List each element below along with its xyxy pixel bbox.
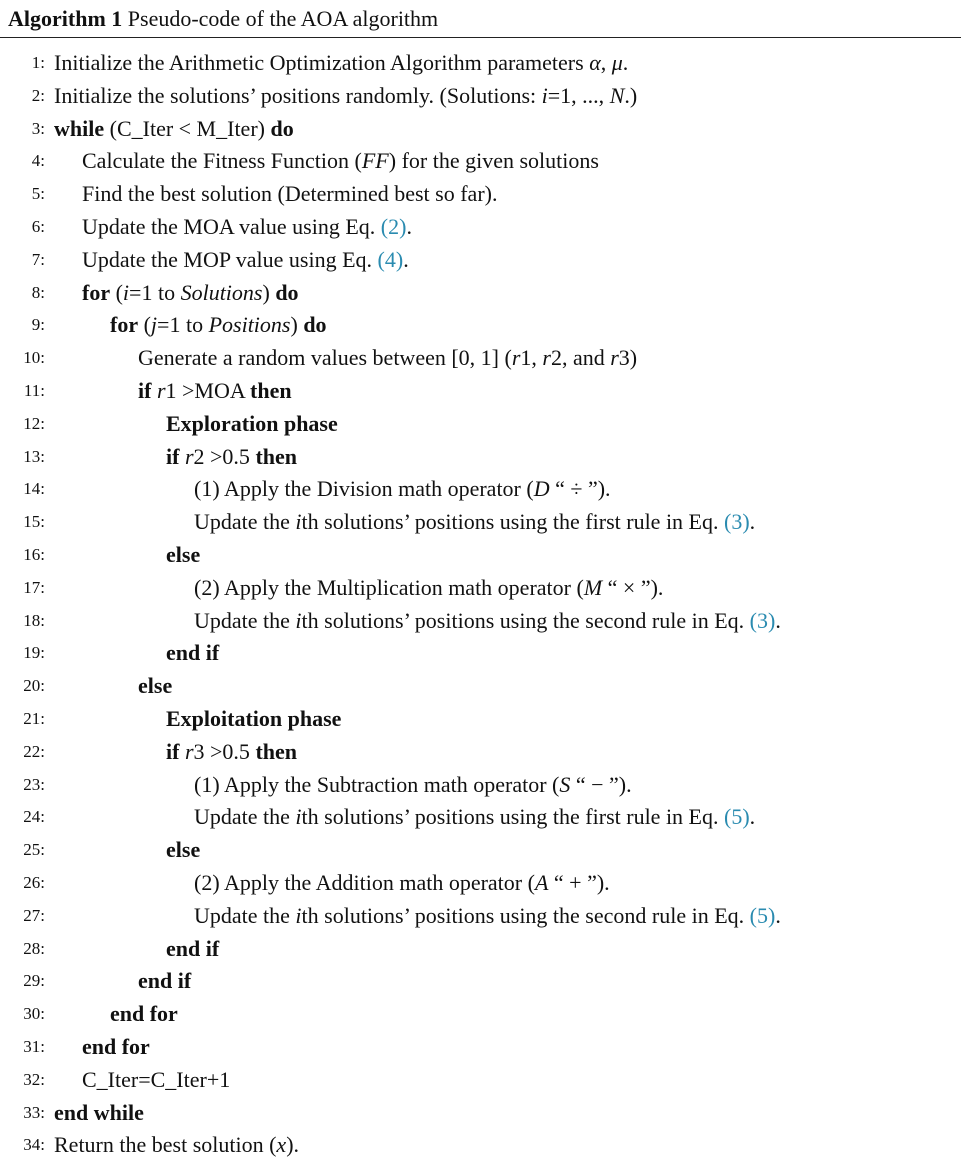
algorithm-line xyxy=(0,407,961,440)
text-segment: =1, ..., xyxy=(547,82,610,108)
line-text xyxy=(110,308,327,341)
text-segment: “ + ”). xyxy=(548,870,610,895)
algorithm-line xyxy=(0,932,961,965)
algorithm-line xyxy=(0,341,961,374)
algorithm-line xyxy=(0,177,961,210)
text-segment: . xyxy=(622,50,629,75)
math-symbol: M xyxy=(583,574,603,600)
text-segment: , xyxy=(600,50,612,75)
math-symbol: μ xyxy=(611,50,623,75)
algorithm-line xyxy=(0,964,961,997)
algorithm-line xyxy=(0,1096,961,1129)
math-symbol: A xyxy=(534,870,549,895)
algorithm-line xyxy=(0,538,961,571)
line-text xyxy=(82,1030,150,1063)
math-symbol: r xyxy=(511,345,521,371)
text-segment: . xyxy=(406,214,412,239)
text-segment: ( xyxy=(110,279,123,305)
line-text xyxy=(194,571,663,604)
keyword: if xyxy=(166,443,180,469)
line-text xyxy=(194,866,610,899)
keyword: do xyxy=(270,115,294,141)
text-segment: Calculate the Fitness Function ( xyxy=(82,148,362,174)
keyword: else xyxy=(166,542,201,567)
text-segment: . xyxy=(749,509,756,535)
algorithm-line xyxy=(0,571,961,604)
algorithm-line xyxy=(0,604,961,637)
algorithm-line xyxy=(0,1128,961,1161)
keyword: do xyxy=(303,312,327,338)
algorithm-line xyxy=(0,210,961,243)
text-segment: . xyxy=(749,804,756,830)
algorithm-line xyxy=(0,800,961,833)
line-number: 20: xyxy=(23,676,45,696)
math-symbol: r xyxy=(184,738,194,764)
text-segment: .) xyxy=(624,82,638,108)
keyword: end if xyxy=(166,640,220,666)
text-segment: (2) Apply the Multiplication math operator ( xyxy=(194,574,584,600)
math-symbol: r xyxy=(184,443,194,469)
line-text xyxy=(54,1128,299,1161)
math-symbol: i xyxy=(295,804,302,830)
line-number: 1: xyxy=(31,53,45,72)
line-number: 4: xyxy=(31,151,45,171)
keyword: Exploitation phase xyxy=(166,706,342,731)
line-number: 14: xyxy=(23,479,45,499)
line-number: 18: xyxy=(23,610,45,630)
line-text xyxy=(54,46,628,79)
text-segment: th solutions’ positions using the first rule in Eq. xyxy=(301,804,724,830)
keyword: end for xyxy=(110,1001,178,1027)
text-segment: 2, and xyxy=(550,345,611,371)
line-number: 2: xyxy=(31,85,45,105)
keyword: do xyxy=(275,279,299,305)
math-symbol: FF xyxy=(361,148,389,174)
keyword: end if xyxy=(166,935,220,961)
line-text xyxy=(194,768,632,801)
math-symbol: j xyxy=(150,312,158,338)
line-number: 23: xyxy=(23,774,45,794)
line-number: 32: xyxy=(23,1069,45,1089)
text-segment: ( xyxy=(138,312,151,338)
text-segment: Update the xyxy=(194,607,296,633)
line-number: 33: xyxy=(23,1102,45,1122)
math-symbol: r xyxy=(542,345,551,371)
equation-ref-link[interactable]: (4) xyxy=(377,246,404,272)
math-symbol: S xyxy=(559,771,571,797)
algorithm-line xyxy=(0,144,961,177)
line-text xyxy=(54,79,637,112)
math-symbol: r xyxy=(610,345,619,371)
algorithm-caption xyxy=(8,4,438,34)
text-segment: Update the xyxy=(194,804,296,830)
caption-rule xyxy=(0,37,961,38)
text-segment: Update the xyxy=(194,902,296,928)
line-number: 24: xyxy=(23,807,45,827)
keyword: if xyxy=(166,738,180,764)
text-segment: ) xyxy=(262,279,276,305)
algorithm-label: Algorithm 1 xyxy=(8,6,123,31)
keyword: if xyxy=(138,378,152,403)
math-symbol: i xyxy=(122,279,130,305)
text-segment: th solutions’ positions using the second rule in Eq. xyxy=(301,607,750,633)
line-text xyxy=(166,702,341,735)
math-symbol: i xyxy=(295,607,302,633)
line-text xyxy=(166,407,338,440)
line-text xyxy=(194,604,781,637)
line-number: 31: xyxy=(23,1037,45,1056)
text-segment: Initialize the solutions’ positions randomly. (Solutions: xyxy=(54,82,542,108)
algorithm-line xyxy=(0,866,961,899)
keyword: Exploration phase xyxy=(166,410,338,436)
line-text xyxy=(82,243,409,276)
line-number: 10: xyxy=(23,348,45,368)
line-number: 34: xyxy=(23,1135,45,1155)
text-segment: Update the MOP value using Eq. xyxy=(82,246,378,272)
line-text xyxy=(194,505,755,538)
text-segment: . xyxy=(775,902,781,928)
algorithm-line xyxy=(0,1063,961,1096)
line-number: 5: xyxy=(31,184,45,204)
text-segment: Find the best solution (Determined best so far). xyxy=(82,181,498,207)
keyword: end while xyxy=(54,1099,144,1125)
text-segment: (2) Apply the Addition math operator ( xyxy=(194,870,535,895)
algorithm-line xyxy=(0,1030,961,1063)
text-segment: “ − ”). xyxy=(570,771,632,797)
line-number: 19: xyxy=(23,643,45,663)
text-segment: ) for the given solutions xyxy=(388,148,599,174)
text-segment: Update the xyxy=(194,509,296,535)
line-number: 16: xyxy=(23,545,45,564)
text-segment: 1 >MOA xyxy=(165,378,251,403)
algorithm-line xyxy=(0,636,961,669)
algorithm-line xyxy=(0,669,961,702)
line-text xyxy=(194,472,611,505)
equation-ref-link[interactable]: (5) xyxy=(749,902,776,928)
line-text xyxy=(82,1063,230,1096)
line-text xyxy=(166,735,297,768)
line-number: 21: xyxy=(23,709,45,728)
text-segment: ). xyxy=(286,1132,300,1158)
line-number: 22: xyxy=(23,741,45,761)
equation-ref-link[interactable]: (3) xyxy=(749,607,776,633)
keyword: for xyxy=(82,279,111,305)
line-number: 13: xyxy=(23,446,45,466)
text-segment: Generate a random values between [0, 1] ( xyxy=(138,345,512,371)
algorithm-line xyxy=(0,440,961,473)
math-symbol: α xyxy=(589,50,601,75)
algorithm-line xyxy=(0,899,961,932)
math-symbol: N xyxy=(609,82,625,108)
math-symbol: x xyxy=(276,1132,287,1158)
text-segment: 2 >0.5 xyxy=(193,443,256,469)
line-text xyxy=(166,932,219,965)
keyword: then xyxy=(255,738,297,764)
keyword: while xyxy=(54,115,105,141)
line-text xyxy=(110,997,178,1030)
line-number: 26: xyxy=(23,873,45,892)
math-symbol: Solutions xyxy=(180,279,263,305)
text-segment: ) xyxy=(290,312,304,338)
line-number: 6: xyxy=(31,217,45,236)
line-number: 3: xyxy=(31,118,45,138)
math-symbol: Positions xyxy=(208,312,291,338)
keyword: else xyxy=(138,673,173,699)
line-text xyxy=(166,833,200,866)
text-segment: Update the MOA value using Eq. xyxy=(82,214,381,239)
line-number: 28: xyxy=(23,938,45,958)
line-text xyxy=(82,177,497,210)
line-text xyxy=(54,1096,144,1129)
line-number: 9: xyxy=(31,315,45,335)
line-text xyxy=(194,899,781,932)
text-segment: C_Iter=C_Iter+1 xyxy=(82,1066,231,1092)
algorithm-line xyxy=(0,833,961,866)
text-segment: . xyxy=(775,607,781,633)
text-segment: 1, xyxy=(520,345,543,371)
text-segment: “ × ”). xyxy=(602,574,664,600)
math-symbol: D xyxy=(533,476,550,502)
algorithm-line xyxy=(0,308,961,341)
text-segment: =1 to xyxy=(157,312,209,338)
keyword: then xyxy=(255,443,297,469)
line-number: 30: xyxy=(23,1004,45,1024)
algorithm-line xyxy=(0,46,961,79)
algorithm-line xyxy=(0,79,961,112)
line-text xyxy=(138,964,191,997)
equation-ref-link[interactable]: (5) xyxy=(724,804,750,830)
keyword: else xyxy=(166,837,201,863)
math-symbol: i xyxy=(295,509,302,535)
algorithm-line xyxy=(0,768,961,801)
text-segment: . xyxy=(403,246,409,272)
algorithm-line xyxy=(0,374,961,407)
text-segment: th solutions’ positions using the first rule in Eq. xyxy=(301,509,724,535)
equation-ref-link[interactable]: (3) xyxy=(724,509,750,535)
keyword: end if xyxy=(138,968,192,994)
line-number: 17: xyxy=(23,577,45,597)
algorithm-line xyxy=(0,505,961,538)
text-segment: Initialize the Arithmetic Optimization Algorithm parameters xyxy=(54,50,590,75)
line-number: 7: xyxy=(31,249,45,269)
line-text xyxy=(194,800,755,833)
keyword: for xyxy=(110,312,139,338)
algorithm-line xyxy=(0,702,961,735)
keyword: end for xyxy=(82,1034,150,1059)
line-number: 12: xyxy=(23,413,45,433)
text-segment: Return the best solution ( xyxy=(54,1132,277,1158)
line-text xyxy=(166,538,200,571)
text-segment: =1 to xyxy=(129,279,181,305)
equation-ref-link[interactable]: (2) xyxy=(380,214,407,239)
line-number: 25: xyxy=(23,840,45,860)
text-segment: “ ÷ ”). xyxy=(549,476,611,502)
line-text xyxy=(54,112,294,145)
math-symbol: i xyxy=(541,82,548,108)
line-text xyxy=(82,276,299,309)
algorithm-line xyxy=(0,112,961,145)
line-text xyxy=(138,374,292,407)
text-segment: (1) Apply the Subtraction math operator ( xyxy=(194,771,560,797)
math-symbol: i xyxy=(295,902,302,928)
algorithm-line xyxy=(0,472,961,505)
text-segment: 3) xyxy=(618,345,638,371)
text-segment: (1) Apply the Division math operator ( xyxy=(194,476,534,502)
algorithm-line xyxy=(0,243,961,276)
line-text xyxy=(166,636,219,669)
line-number: 15: xyxy=(23,512,45,532)
algorithm-line xyxy=(0,735,961,768)
line-text xyxy=(166,440,297,473)
text-segment: th solutions’ positions using the second rule in Eq. xyxy=(301,902,750,928)
algorithm-line xyxy=(0,997,961,1030)
line-text xyxy=(82,144,599,177)
line-number: 29: xyxy=(23,971,45,991)
line-number: 8: xyxy=(31,282,45,302)
text-segment: 3 >0.5 xyxy=(193,738,256,764)
math-symbol: r xyxy=(156,378,166,403)
line-number: 11: xyxy=(23,381,45,400)
algorithm-title: Pseudo-code of the AOA algorithm xyxy=(127,6,439,31)
line-text xyxy=(138,669,172,702)
line-number: 27: xyxy=(23,905,45,925)
text-segment: (C_Iter < M_Iter) xyxy=(104,115,271,141)
keyword: then xyxy=(250,378,292,403)
algorithm-line xyxy=(0,276,961,309)
line-text xyxy=(82,210,412,243)
line-text xyxy=(138,341,637,374)
